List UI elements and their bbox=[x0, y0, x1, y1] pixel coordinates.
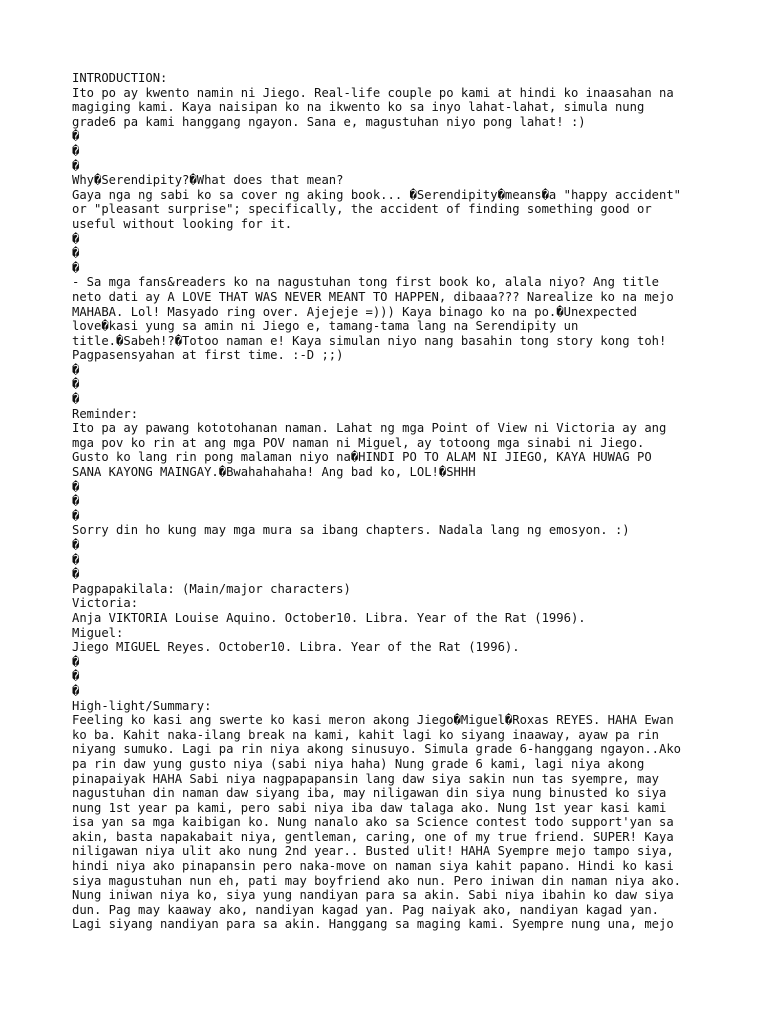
text-line: � bbox=[72, 538, 80, 552]
text-line: Jiego MIGUEL Reyes. October10. Libra. Year of the Rat (1996). bbox=[72, 640, 520, 655]
text-line: Pagpasensyahan at first time. :-D ;;) bbox=[72, 348, 344, 363]
text-line: Nung iniwan niya ko, siya yung nandiyan para sa akin. Sabi niya ibahin ko daw siya bbox=[72, 888, 674, 903]
text-line: � bbox=[72, 508, 80, 523]
text-line: � bbox=[72, 567, 80, 582]
text-line: pa rin daw yung gusto niya (sabi niya haha) Nung grade 6 kami, lagi niya akong bbox=[72, 756, 645, 771]
text-line: MAHABA. Lol! Masyado ring over. Ajejeje =))) Kaya binago ko na po.�Unexpected bbox=[72, 304, 637, 319]
text-line: Ito pa ay pawang kototohanan naman. Lahat ng mga Point of View ni Victoria ay ang bbox=[72, 421, 667, 436]
text-line: � bbox=[72, 479, 80, 494]
text-line: � bbox=[72, 246, 80, 261]
text-line: � bbox=[72, 362, 80, 377]
text-line: INTRODUCTION: bbox=[72, 71, 168, 85]
text-line: dun. Pag may kaaway ako, nandiyan kagad yan. Pag naiyak ako, nandiyan kagad yan. bbox=[72, 902, 659, 917]
text-line: siya magustuhan nun eh, pati may boyfriend ako nun. Pero iniwan din naman niya ako. bbox=[72, 873, 682, 888]
text-line: love�kasi yung sa amin ni Jiego e, tamang-tama lang na Serendipity un bbox=[72, 319, 579, 334]
text-line: Gaya nga ng sabi ko sa cover ng aking book... �Serendipity�means�a "happy accident" bbox=[72, 187, 682, 202]
text-line: or "pleasant surprise"; specifically, the accident of finding something good or bbox=[72, 202, 652, 217]
text-line: � bbox=[72, 260, 80, 275]
document-page bbox=[72, 71, 752, 932]
text-line: Anja VIKTORIA Louise Aquino. October10. Libra. Year of the Rat (1996). bbox=[72, 610, 586, 625]
text-line: Feeling ko kasi ang swerte ko kasi meron akong Jiego�Miguel�Roxas REYES. HAHA Ewan bbox=[72, 713, 674, 728]
text-line: � bbox=[72, 552, 80, 567]
text-line: � bbox=[72, 392, 80, 407]
text-line: akin, basta napakabait niya, gentleman, caring, one of my true friend. SUPER! Kaya bbox=[72, 829, 674, 844]
text-line: � bbox=[72, 143, 80, 158]
text-line: niyang sumuko. Lagi pa rin niya akong sinusuyo. Simula grade 6-hanggang ngayon..Ako bbox=[72, 742, 682, 757]
text-line: - Sa mga fans&readers ko na nagustuhan tong first book ko, alala niyo? Ang title bbox=[72, 275, 659, 290]
text-line: � bbox=[72, 683, 80, 698]
text-line: neto dati ay A LOVE THAT WAS NEVER MEANT TO HAPPEN, dibaaa??? Narealize ko na mejo bbox=[72, 289, 674, 304]
text-line: Why�Serendipity?�What does that mean? bbox=[72, 173, 344, 188]
text-line: nagustuhan din naman daw siyang iba, may niligawan din siya nung binusted ko siya bbox=[72, 786, 667, 801]
text-line: SANA KAYONG MAINGAY.�Bwahahahaha! Ang bad ko, LOL!�SHHH bbox=[72, 465, 476, 480]
text-line: hindi niya ako pinapansin pero naka-move on naman siya kahit papano. Hindi ko kasi bbox=[72, 859, 674, 874]
text-line: isa yan sa mga kaibigan ko. Nung nanalo ako sa Science contest todo support'yan sa bbox=[72, 815, 674, 830]
text-line: Sorry din ho kung may mga mura sa ibang chapters. Nadala lang ng emosyon. :) bbox=[72, 523, 630, 538]
text-line: ko ba. Kahit naka-ilang break na kami, kahit lagi ko siyang inaaway, ayaw pa rin bbox=[72, 727, 659, 742]
text-line: � bbox=[72, 158, 80, 173]
text-line: � bbox=[72, 669, 80, 684]
text-line: Lagi siyang nandiyan para sa akin. Hanggang sa maging kami. Syempre nung una, mejo bbox=[72, 917, 674, 932]
text-line: nung 1st year pa kami, pero sabi niya iba daw talaga ako. Nung 1st year kasi kami bbox=[72, 800, 667, 815]
text-line: grade6 pa kami hanggang ngayon. Sana e, magustuhan niyo pong lahat! :) bbox=[72, 114, 586, 129]
text-line: � bbox=[72, 494, 80, 509]
text-line: Pagpapakilala: (Main/major characters) bbox=[72, 581, 351, 596]
text-line: mga pov ko rin at ang mga POV naman ni Miguel, ay totoong mga sinabi ni Jiego. bbox=[72, 435, 645, 450]
text-line: � bbox=[72, 129, 80, 144]
text-line: Gusto ko lang rin pong malaman niyo na�HINDI PO TO ALAM NI JIEGO, KAYA HUWAG PO bbox=[72, 450, 652, 465]
text-line: High-light/Summary: bbox=[72, 698, 212, 713]
text-line: pinapaiyak HAHA Sabi niya nagpapapansin lang daw siya sakin nun tas syempre, may bbox=[72, 771, 659, 786]
text-line: title.�Sabeh!?�Totoo naman e! Kaya simulan niyo nang basahin tong story kong toh! bbox=[72, 333, 667, 348]
text-line: useful without looking for it. bbox=[72, 216, 293, 231]
text-line: niligawan niya ulit ako nung 2nd year.. Busted ulit! HAHA Syempre mejo tampo siya, bbox=[72, 844, 674, 859]
text-line: � bbox=[72, 654, 80, 669]
text-line: magiging kami. Kaya naisipan ko na ikwento ko sa inyo lahat-lahat, simula nung bbox=[72, 100, 645, 115]
text-line: Reminder: bbox=[72, 406, 139, 421]
text-line: Victoria: bbox=[72, 596, 139, 611]
text-line: � bbox=[72, 231, 80, 246]
text-line: Miguel: bbox=[72, 625, 124, 640]
text-line: Ito po ay kwento namin ni Jiego. Real-life couple po kami at hindi ko inaasahan na bbox=[72, 85, 674, 100]
text-line: � bbox=[72, 377, 80, 392]
